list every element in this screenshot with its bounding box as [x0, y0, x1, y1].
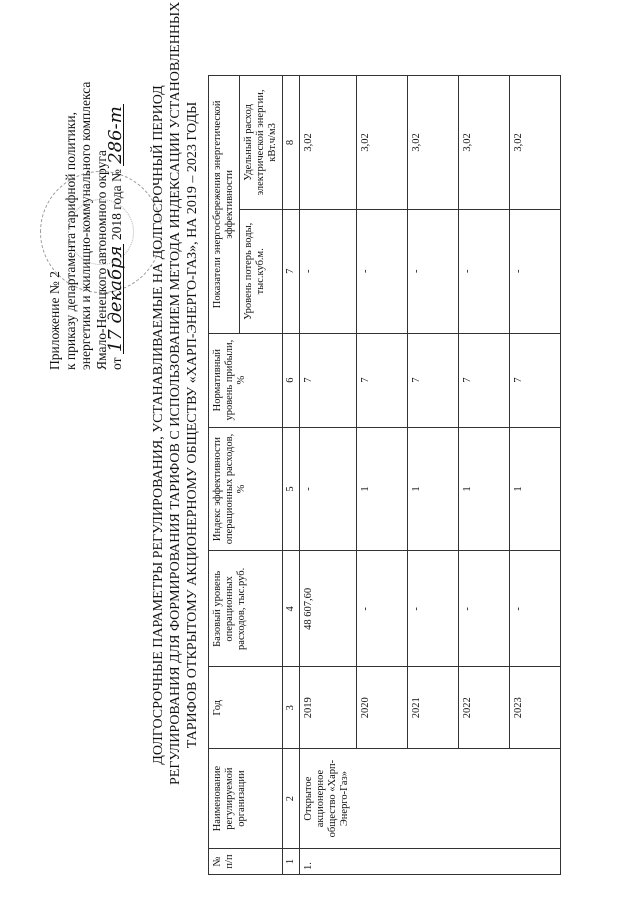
- row-number: 1.: [300, 849, 561, 875]
- cell-year: 2020: [357, 667, 408, 749]
- cell-efficiency-index: 1: [408, 427, 459, 551]
- cell-year: 2023: [510, 667, 561, 749]
- header-no: № п/п: [209, 849, 283, 875]
- header-year: Год: [209, 667, 283, 749]
- cell-specific-consumption: 3,02: [510, 76, 561, 210]
- appendix-header: [47, 80, 125, 370]
- col-number: 4: [283, 551, 300, 667]
- table-row: [300, 76, 357, 875]
- appendix-line1: Приложение № 2: [47, 271, 62, 370]
- cell-profit-level: 7: [357, 333, 408, 427]
- cell-base-level: -: [408, 551, 459, 667]
- title-line2: РЕГУЛИРОВАНИЯ ДЛЯ ФОРМИРОВАНИЯ ТАРИФОВ С ИСПОЛЬЗОВАНИЕМ МЕТОДА ИНДЕКСАЦИИ УСТАНОВЛЕННЫХ: [168, 1, 183, 785]
- parameters-table: [208, 75, 561, 875]
- appendix-from-prefix: от: [109, 357, 124, 370]
- cell-efficiency-index: 1: [459, 427, 510, 551]
- cell-water-losses: -: [357, 209, 408, 333]
- cell-specific-consumption: 3,02: [459, 76, 510, 210]
- cell-efficiency-index: -: [300, 427, 357, 551]
- header-row: [209, 76, 240, 875]
- header-efficiency-index: Индекс эффективности операционных расходов, %: [209, 427, 283, 551]
- handwritten-date: 17 декабря: [105, 245, 126, 353]
- cell-year: 2019: [300, 667, 357, 749]
- col-number: 3: [283, 667, 300, 749]
- cell-specific-consumption: 3,02: [357, 76, 408, 210]
- handwritten-order-number: 286-т: [105, 106, 126, 164]
- cell-specific-consumption: 3,02: [300, 76, 357, 210]
- col-number: 5: [283, 427, 300, 551]
- cell-efficiency-index: 1: [357, 427, 408, 551]
- cell-profit-level: 7: [300, 333, 357, 427]
- header-water-losses: Уровень потерь воды, тыс.куб.м.: [240, 209, 283, 333]
- col-number: 8: [283, 76, 300, 210]
- column-number-row: [283, 76, 300, 875]
- cell-year: 2021: [408, 667, 459, 749]
- cell-base-level: 48 607,60: [300, 551, 357, 667]
- cell-base-level: -: [459, 551, 510, 667]
- cell-profit-level: 7: [510, 333, 561, 427]
- cell-profit-level: 7: [408, 333, 459, 427]
- appendix-line5: [105, 80, 126, 370]
- col-number: 1: [283, 849, 300, 875]
- col-number: 2: [283, 749, 300, 849]
- cell-profit-level: 7: [459, 333, 510, 427]
- cell-water-losses: -: [510, 209, 561, 333]
- cell-base-level: -: [357, 551, 408, 667]
- col-number: 7: [283, 209, 300, 333]
- document-title: [150, 1, 201, 785]
- header-energy-group: Показатели энергосбережения энергетической эффективности: [209, 76, 240, 334]
- header-specific-consumption: Удельный расход электрической энергии, кВт.ч/м3: [240, 76, 283, 210]
- appendix-year-label: 2018 года №: [109, 169, 124, 241]
- cell-water-losses: -: [408, 209, 459, 333]
- col-number: 6: [283, 333, 300, 427]
- header-org: Наименование регулируемой организации: [209, 749, 283, 849]
- cell-efficiency-index: 1: [510, 427, 561, 551]
- title-line1: ДОЛГОСРОЧНЫЕ ПАРАМЕТРЫ РЕГУЛИРОВАНИЯ, УСТАНАВЛИВАЕМЫЕ НА ДОЛГОСРОЧНЫЙ ПЕРИОД: [151, 85, 166, 765]
- cell-year: 2022: [459, 667, 510, 749]
- cell-water-losses: -: [459, 209, 510, 333]
- cell-water-losses: -: [300, 209, 357, 333]
- appendix-line3: энергетики и жилищно-коммунального комплекса: [78, 81, 93, 370]
- cell-base-level: -: [510, 551, 561, 667]
- appendix-line4: Ямало-Ненецкого автономного округа: [93, 150, 109, 370]
- header-profit-level: Нормативный уровень прибыли, %: [209, 333, 283, 427]
- header-base-level: Базовый уровень операционных расходов, тыс.руб.: [209, 551, 283, 667]
- cell-specific-consumption: 3,02: [408, 76, 459, 210]
- appendix-line2: к приказу департамента тарифной политики,: [62, 112, 78, 370]
- org-name: Открытое акционерное общество «Харп-Энерго-Газ»: [300, 749, 561, 849]
- title-line3: ТАРИФОВ ОТКРЫТОМУ АКЦИОНЕРНОМУ ОБЩЕСТВУ «ХАРП-ЭНЕРГО-ГАЗ», НА 2019 – 2023 ГОДЫ: [185, 101, 200, 749]
